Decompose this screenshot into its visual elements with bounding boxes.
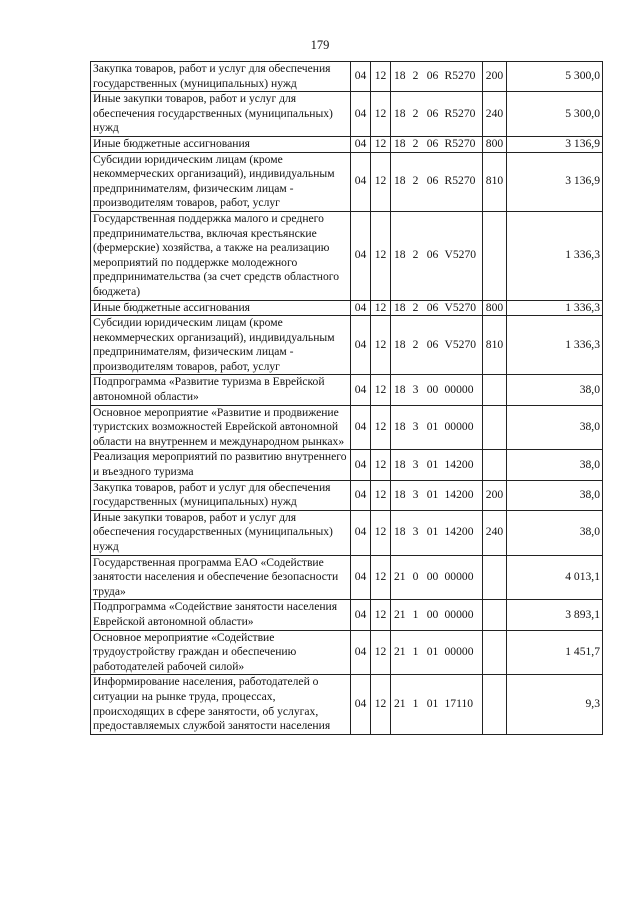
- program-code: 21: [391, 600, 409, 630]
- subprogram-code: 2: [409, 92, 423, 137]
- row-name: Подпрограмма «Содействие занятости населения Еврейской автономной области»: [91, 600, 351, 630]
- amount-cell: 1 336,3: [507, 316, 603, 375]
- expense-type-code: [483, 211, 507, 300]
- direction-code: 17110: [443, 675, 483, 734]
- activity-code: 06: [423, 92, 443, 137]
- program-code: 18: [391, 136, 409, 152]
- expense-type-code: 240: [483, 510, 507, 555]
- subprogram-code: 2: [409, 152, 423, 211]
- row-name: Основное мероприятие «Развитие и продвижение туристских возможностей Еврейской автономной области на внутреннем и международном рынках»: [91, 405, 351, 450]
- amount-cell: 1 451,7: [507, 630, 603, 675]
- expense-type-code: 200: [483, 480, 507, 510]
- amount-cell: 5 300,0: [507, 92, 603, 137]
- section-code: 12: [371, 136, 391, 152]
- expense-type-code: [483, 450, 507, 480]
- section-code: 12: [371, 405, 391, 450]
- activity-code: 06: [423, 211, 443, 300]
- direction-code: 00000: [443, 375, 483, 405]
- subprogram-code: 1: [409, 600, 423, 630]
- ministry-code: 04: [351, 375, 371, 405]
- row-name: Субсидии юридическим лицам (кроме некоммерческих организаций), индивидуальным предпринимателям, физическим лицам - производителям товаров, работ, услуг: [91, 152, 351, 211]
- table-row: [91, 555, 603, 600]
- direction-code: R5270: [443, 136, 483, 152]
- subprogram-code: 2: [409, 316, 423, 375]
- direction-code: 14200: [443, 480, 483, 510]
- activity-code: 01: [423, 480, 443, 510]
- ministry-code: 04: [351, 300, 371, 316]
- program-code: 18: [391, 92, 409, 137]
- table-row: [91, 316, 603, 375]
- amount-cell: 38,0: [507, 450, 603, 480]
- expense-type-code: 800: [483, 300, 507, 316]
- direction-code: V5270: [443, 316, 483, 375]
- program-code: 18: [391, 510, 409, 555]
- table-row: [91, 136, 603, 152]
- ministry-code: 04: [351, 600, 371, 630]
- program-code: 18: [391, 211, 409, 300]
- table-row: [91, 630, 603, 675]
- expense-type-code: [483, 555, 507, 600]
- table-row: [91, 675, 603, 734]
- subprogram-code: 2: [409, 300, 423, 316]
- amount-cell: 38,0: [507, 405, 603, 450]
- program-code: 18: [391, 405, 409, 450]
- ministry-code: 04: [351, 136, 371, 152]
- row-name: Иные закупки товаров, работ и услуг для обеспечения государственных (муниципальных) нужд: [91, 92, 351, 137]
- subprogram-code: 0: [409, 555, 423, 600]
- ministry-code: 04: [351, 316, 371, 375]
- direction-code: R5270: [443, 152, 483, 211]
- section-code: 12: [371, 480, 391, 510]
- section-code: 12: [371, 375, 391, 405]
- table-row: [91, 300, 603, 316]
- activity-code: 00: [423, 375, 443, 405]
- section-code: 12: [371, 600, 391, 630]
- activity-code: 00: [423, 555, 443, 600]
- ministry-code: 04: [351, 152, 371, 211]
- table-row: [91, 600, 603, 630]
- table-row: [91, 375, 603, 405]
- subprogram-code: 2: [409, 211, 423, 300]
- amount-cell: 5 300,0: [507, 62, 603, 92]
- section-code: 12: [371, 316, 391, 375]
- amount-cell: 9,3: [507, 675, 603, 734]
- section-code: 12: [371, 152, 391, 211]
- row-name: Субсидии юридическим лицам (кроме некоммерческих организаций), индивидуальным предпринимателям, физическим лицам - производителям товаров, работ, услуг: [91, 316, 351, 375]
- amount-cell: 3 136,9: [507, 152, 603, 211]
- expense-type-code: 810: [483, 316, 507, 375]
- subprogram-code: 2: [409, 62, 423, 92]
- table-row: [91, 92, 603, 137]
- ministry-code: 04: [351, 675, 371, 734]
- direction-code: 00000: [443, 600, 483, 630]
- subprogram-code: 1: [409, 675, 423, 734]
- direction-code: 00000: [443, 555, 483, 600]
- activity-code: 06: [423, 316, 443, 375]
- amount-cell: 38,0: [507, 375, 603, 405]
- ministry-code: 04: [351, 405, 371, 450]
- row-name: Информирование населения, работодателей о ситуации на рынке труда, процессах, происходящих в сфере занятости, об услугах, предоставляемых службой занятости населения: [91, 675, 351, 734]
- activity-code: 01: [423, 510, 443, 555]
- ministry-code: 04: [351, 630, 371, 675]
- program-code: 18: [391, 152, 409, 211]
- row-name: Государственная поддержка малого и среднего предпринимательства, включая крестьянские (фермерские) хозяйства, а также на реализацию мероприятий по поддержке молодежного предпринимательства (за счет средств областного бюджета): [91, 211, 351, 300]
- activity-code: 01: [423, 450, 443, 480]
- table-row: [91, 62, 603, 92]
- ministry-code: 04: [351, 92, 371, 137]
- program-code: 21: [391, 555, 409, 600]
- table-row: [91, 510, 603, 555]
- page-number: 179: [310, 38, 330, 52]
- expense-type-code: 240: [483, 92, 507, 137]
- table-row: [91, 152, 603, 211]
- program-code: 18: [391, 62, 409, 92]
- amount-cell: 3 893,1: [507, 600, 603, 630]
- ministry-code: 04: [351, 480, 371, 510]
- subprogram-code: 3: [409, 510, 423, 555]
- table-row: [91, 211, 603, 300]
- activity-code: 06: [423, 136, 443, 152]
- direction-code: 14200: [443, 450, 483, 480]
- program-code: 18: [391, 316, 409, 375]
- expense-type-code: 200: [483, 62, 507, 92]
- ministry-code: 04: [351, 510, 371, 555]
- amount-cell: 3 136,9: [507, 136, 603, 152]
- row-name: Подпрограмма «Развитие туризма в Еврейской автономной области»: [91, 375, 351, 405]
- direction-code: 00000: [443, 630, 483, 675]
- expense-type-code: [483, 600, 507, 630]
- subprogram-code: 3: [409, 480, 423, 510]
- direction-code: 14200: [443, 510, 483, 555]
- subprogram-code: 2: [409, 136, 423, 152]
- subprogram-code: 3: [409, 375, 423, 405]
- row-name: Государственная программа ЕАО «Содействие занятости населения и обеспечение безопасности труда»: [91, 555, 351, 600]
- budget-table: [90, 61, 603, 735]
- subprogram-code: 3: [409, 450, 423, 480]
- section-code: 12: [371, 630, 391, 675]
- row-name: Реализация мероприятий по развитию внутреннего и въездного туризма: [91, 450, 351, 480]
- program-code: 18: [391, 300, 409, 316]
- row-name: Закупка товаров, работ и услуг для обеспечения государственных (муниципальных) нужд: [91, 480, 351, 510]
- row-name: Иные бюджетные ассигнования: [91, 136, 351, 152]
- amount-cell: 1 336,3: [507, 300, 603, 316]
- row-name: Основное мероприятие «Содействие трудоустройству граждан и обеспечению работодателей рабочей силой»: [91, 630, 351, 675]
- section-code: 12: [371, 300, 391, 316]
- expense-type-code: [483, 675, 507, 734]
- row-name: Иные закупки товаров, работ и услуг для обеспечения государственных (муниципальных) нужд: [91, 510, 351, 555]
- direction-code: V5270: [443, 300, 483, 316]
- expense-type-code: [483, 375, 507, 405]
- ministry-code: 04: [351, 450, 371, 480]
- expense-type-code: [483, 405, 507, 450]
- ministry-code: 04: [351, 62, 371, 92]
- activity-code: 06: [423, 62, 443, 92]
- section-code: 12: [371, 211, 391, 300]
- section-code: 12: [371, 62, 391, 92]
- amount-cell: 38,0: [507, 510, 603, 555]
- direction-code: 00000: [443, 405, 483, 450]
- expense-type-code: 810: [483, 152, 507, 211]
- program-code: 18: [391, 375, 409, 405]
- amount-cell: 1 336,3: [507, 211, 603, 300]
- expense-type-code: [483, 630, 507, 675]
- amount-cell: 38,0: [507, 480, 603, 510]
- expense-type-code: 800: [483, 136, 507, 152]
- section-code: 12: [371, 555, 391, 600]
- subprogram-code: 1: [409, 630, 423, 675]
- activity-code: 06: [423, 152, 443, 211]
- direction-code: R5270: [443, 62, 483, 92]
- section-code: 12: [371, 510, 391, 555]
- amount-cell: 4 013,1: [507, 555, 603, 600]
- row-name: Иные бюджетные ассигнования: [91, 300, 351, 316]
- program-code: 21: [391, 630, 409, 675]
- activity-code: 01: [423, 675, 443, 734]
- activity-code: 00: [423, 600, 443, 630]
- program-code: 18: [391, 480, 409, 510]
- activity-code: 01: [423, 630, 443, 675]
- section-code: 12: [371, 450, 391, 480]
- direction-code: R5270: [443, 92, 483, 137]
- program-code: 18: [391, 450, 409, 480]
- ministry-code: 04: [351, 555, 371, 600]
- table-row: [91, 450, 603, 480]
- program-code: 21: [391, 675, 409, 734]
- subprogram-code: 3: [409, 405, 423, 450]
- table-row: [91, 405, 603, 450]
- row-name: Закупка товаров, работ и услуг для обеспечения государственных (муниципальных) нужд: [91, 62, 351, 92]
- direction-code: V5270: [443, 211, 483, 300]
- ministry-code: 04: [351, 211, 371, 300]
- activity-code: 01: [423, 405, 443, 450]
- table-row: [91, 480, 603, 510]
- section-code: 12: [371, 675, 391, 734]
- activity-code: 06: [423, 300, 443, 316]
- section-code: 12: [371, 92, 391, 137]
